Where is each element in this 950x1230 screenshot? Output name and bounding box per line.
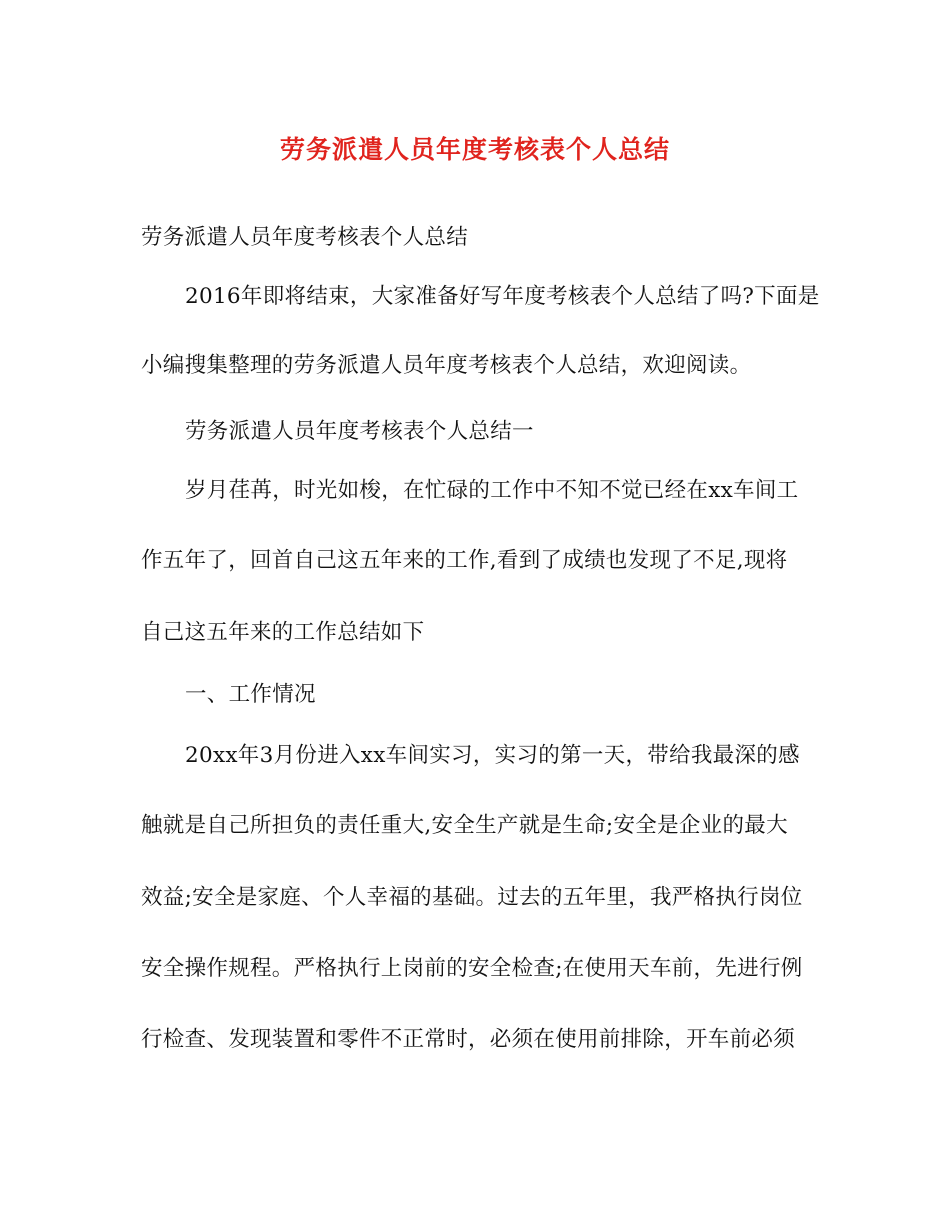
paragraph-line: 小编搜集整理的劳务派遣人员年度考核表个人总结，欢迎阅读。: [141, 353, 752, 378]
paragraph-line: 效益;安全是家庭、个人幸福的基础。过去的五年里，我严格执行岗位: [141, 885, 803, 910]
paragraph-line: 劳务派遣人员年度考核表个人总结: [141, 225, 469, 250]
paragraph-line: 2016年即将结束，大家准备好写年度考核表个人总结了吗?下面是: [185, 284, 820, 309]
paragraph-line: 20xx年3月份进入xx车间实习，实习的第一天，带给我最深的感: [185, 743, 800, 768]
paragraph-line: 行检查、发现装置和零件不正常时，必须在使用前排除，开车前必须: [141, 1027, 796, 1052]
paragraph-line: 安全操作规程。严格执行上岗前的安全检查;在使用天车前，先进行例: [141, 956, 803, 981]
document-title: 劳务派遣人员年度考核表个人总结: [279, 135, 670, 164]
paragraph-line: 作五年了，回首自己这五年来的工作,看到了成绩也发现了不足,现将: [141, 548, 788, 573]
paragraph-line: 劳务派遣人员年度考核表个人总结一: [185, 419, 534, 444]
paragraph-line: 触就是自己所担负的责任重大,安全生产就是生命;安全是企业的最大: [141, 813, 788, 838]
paragraph-line: 岁月荏苒，时光如梭，在忙碌的工作中不知不觉已经在xx车间工: [185, 478, 799, 503]
paragraph-line: 自己这五年来的工作总结如下: [141, 620, 425, 645]
section-heading: 一、工作情况: [185, 682, 316, 707]
